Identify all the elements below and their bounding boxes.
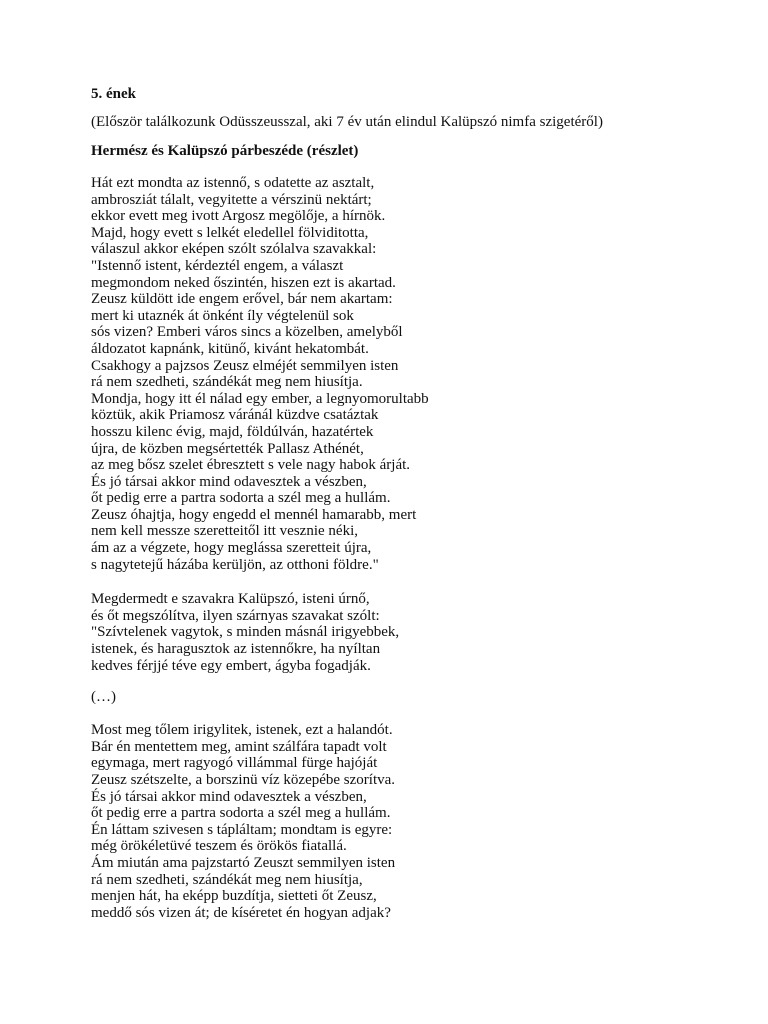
document-page <box>91 84 731 921</box>
verse-line: Zeusz óhajtja, hogy engedd el mennél hamarabb, mert <box>91 506 417 523</box>
verse-line: őt pedig erre a partra sodorta a szél meg a hullám. <box>91 490 391 507</box>
verse-line: rá nem szedheti, szándékát meg nem hiusítja. <box>91 374 363 391</box>
chapter-heading: 5. ének <box>91 86 136 102</box>
verse-line: Most meg tőlem irigylitek, istenek, ezt a halandót. <box>91 722 393 739</box>
verse-line: "Istennő istent, kérdeztél engem, a választ <box>91 257 344 274</box>
verse-line: válaszul akkor eképen szólt szólalva szavakkal: <box>91 241 377 258</box>
verse-line: Bár én mentettem meg, amint szálfára tapadt volt <box>91 738 387 755</box>
verse-line: menjen hát, ha eképp buzdítja, sietteti őt Zeusz, <box>91 888 377 905</box>
verse-line: megmondom neked őszintén, hiszen ezt is akartad. <box>91 274 396 291</box>
verse-line: ekkor evett meg ivott Argosz megölője, a hírnök. <box>91 208 386 225</box>
verse-line: Én láttam szivesen s tápláltam; mondtam is egyre: <box>91 821 393 838</box>
verse-line: Zeusz szétszelte, a borszinü víz közepébe szorítva. <box>91 772 396 788</box>
verse-line: mert ki utaznék át önként íly végtelenül sok <box>91 307 354 324</box>
verse-line: őt pedig erre a partra sodorta a szél meg a hullám. <box>91 805 391 822</box>
stanza-3 <box>91 722 731 921</box>
verse-line: egymaga, mert ragyogó villámmal fürge hajóját <box>91 755 378 772</box>
verse-line: ám az a végzete, hogy meglássa szeretteit újra, <box>91 540 372 557</box>
verse-line: "Szívtelenek vagytok, s minden másnál irigyebbek, <box>91 624 400 641</box>
verse-line: áldozatot kapnánk, kitünő, kivánt hekatombát. <box>91 340 369 357</box>
verse-line: és őt megszólítva, ilyen szárnyas szavakat szólt: <box>91 607 380 624</box>
verse-line: Zeusz küldött ide engem erővel, bár nem akartam: <box>91 291 393 308</box>
chapter-subtitle: (Először találkozunk Odüsszeusszal, aki 7 év után elindul Kalüpszó nimfa szigetéről) <box>91 114 603 130</box>
verse-line: sós vizen? Emberi város sincs a közelben, amelyből <box>91 324 403 341</box>
verse-line: köztük, akik Priamosz váránál küzdve csatáztak <box>91 407 379 424</box>
verse-line: hosszu kilenc évig, majd, földúlván, hazatértek <box>91 423 374 440</box>
verse-line: kedves férjjé téve egy embert, ágyba fogadják. <box>91 657 371 674</box>
verse-line: Majd, hogy evett s lelkét eledellel fölviditotta, <box>91 224 369 241</box>
verse-line: rá nem szedheti, szándékát meg nem hiusítja, <box>91 871 363 888</box>
verse-line: meddő sós vizen át; de kíséretet én hogyan adjak? <box>91 904 391 921</box>
section-title: Hermész és Kalüpszó párbeszéde (részlet) <box>91 143 359 159</box>
verse-line: istenek, és haragusztok az istennőkre, ha nyíltan <box>91 641 381 658</box>
verse-line: az meg bősz szelet ébresztett s vele nagy habok árját. <box>91 457 411 474</box>
verse-line: újra, de közben megsértették Pallasz Athénét, <box>91 440 364 457</box>
stanza-2 <box>91 591 731 674</box>
stanza-1 <box>91 175 731 573</box>
verse-line: Mondja, hogy itt él nálad egy ember, a legnyomorultabb <box>91 390 429 407</box>
verse-line: És jó társai akkor mind odavesztek a vészben, <box>91 473 367 490</box>
verse-line: Megdermedt e szavakra Kalüpszó, isteni úrnő, <box>91 591 370 608</box>
verse-line: Csakhogy a pajzsos Zeusz elméjét semmilyen isten <box>91 357 399 374</box>
verse-line: még örökéletüvé teszem és örökös fiatallá. <box>91 838 347 855</box>
verse-line: nem kell messze szeretteitől itt vesznie néki, <box>91 523 358 540</box>
verse-line: Hát ezt mondta az istennő, s odatette az asztalt, <box>91 175 375 191</box>
verse-line: s nagytetejű házába kerüljön, az otthoni földre." <box>91 556 379 573</box>
verse-line: ambrosziát tálalt, vegyitette a vérszinü nektárt; <box>91 191 372 208</box>
verse-line: És jó társai akkor mind odavesztek a vészben, <box>91 788 367 805</box>
omission-mark: (…) <box>91 689 116 706</box>
verse-line: Ám miután ama pajzstartó Zeuszt semmilyen isten <box>91 854 396 871</box>
